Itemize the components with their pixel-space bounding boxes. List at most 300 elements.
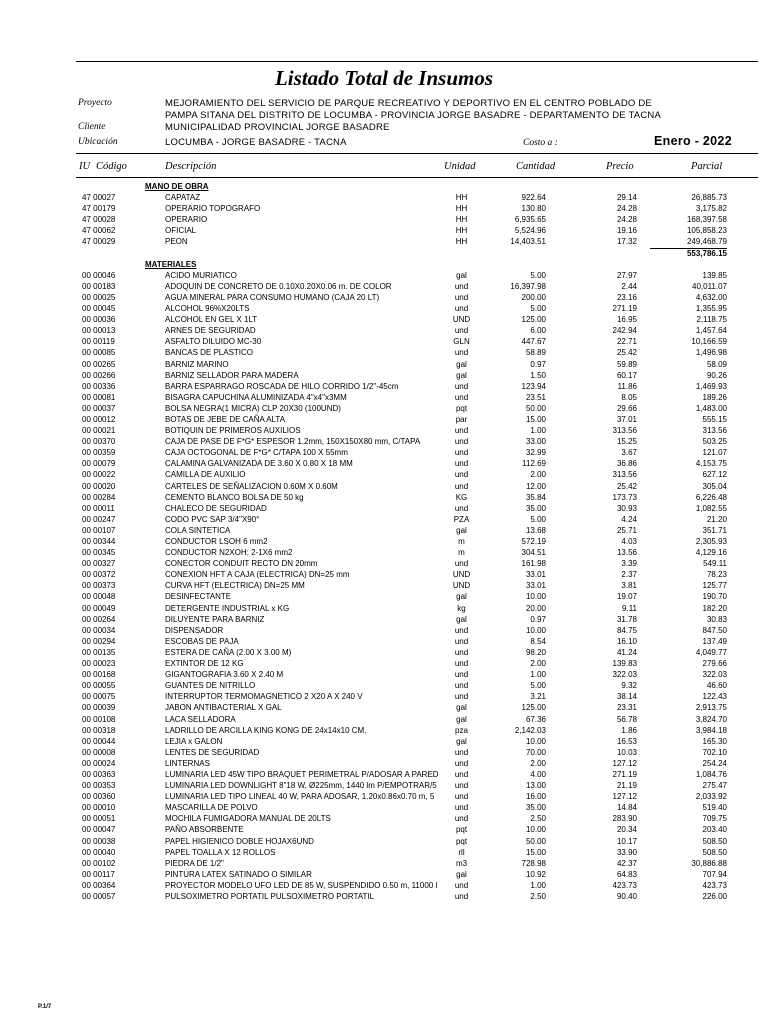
item-code: 47 00028: [82, 215, 116, 225]
top-rule: [76, 61, 758, 62]
item-quantity: 125.00: [521, 703, 546, 713]
table-row: [0, 691, 768, 702]
item-description: LINTERNAS: [165, 758, 210, 768]
item-price: 242.94: [612, 326, 637, 336]
item-description: PAPEL TOALLA X 12 ROLLOS: [165, 847, 276, 857]
item-price: 16.53: [616, 736, 637, 746]
table-row: [0, 392, 768, 403]
item-quantity: 35.00: [525, 503, 546, 513]
item-unit: und: [454, 348, 469, 358]
item-code: 00 00336: [82, 381, 116, 391]
item-code: 00 00135: [82, 647, 116, 657]
item-partial: 6,226.48: [695, 492, 727, 502]
item-price: 423.73: [612, 880, 637, 890]
item-code: 00 00359: [82, 448, 116, 458]
item-code: 00 00011: [82, 503, 115, 513]
item-quantity: 2.00: [530, 470, 546, 480]
item-quantity: 125.00: [521, 315, 546, 325]
item-description: PULSOXIMETRO PORTATIL PULSOXIMETRO PORTATIL: [165, 892, 375, 901]
col-precio: Precio: [606, 161, 634, 172]
item-partial: 423.73: [702, 880, 727, 890]
item-price: 313.56: [612, 470, 637, 480]
item-code: 00 00057: [82, 892, 116, 901]
item-price: 173.73: [612, 492, 637, 502]
table-row: [0, 758, 768, 769]
item-code: 00 00284: [82, 492, 116, 502]
item-description: BOTIQUIN DE PRIMEROS AUXILIOS: [165, 426, 301, 436]
item-price: 127.12: [612, 758, 637, 768]
item-partial: 322.03: [702, 670, 727, 680]
item-quantity: 10.00: [525, 592, 546, 602]
item-code: 00 00168: [82, 670, 116, 680]
table-row: [0, 281, 768, 292]
table-row: [0, 858, 768, 869]
item-code: 00 00363: [82, 769, 116, 779]
item-price: 16.10: [616, 636, 637, 646]
item-code: 00 00327: [82, 559, 116, 569]
table-row: [0, 880, 768, 891]
item-unit: pqt: [455, 825, 468, 835]
item-quantity: 20.00: [525, 603, 546, 613]
item-unit: HH: [455, 193, 468, 203]
item-code: 00 00364: [82, 880, 116, 890]
item-partial: 226.00: [702, 892, 727, 901]
item-quantity: 13.00: [525, 781, 546, 791]
document-title: Listado Total de Insumos: [274, 66, 494, 90]
item-price: 27.97: [616, 270, 637, 280]
item-price: 3.81: [621, 581, 637, 591]
item-price: 3.67: [621, 448, 637, 458]
table-row: [0, 525, 768, 536]
item-partial: 627.12: [702, 470, 727, 480]
table-row: [0, 314, 768, 325]
item-code: 00 00345: [82, 548, 116, 558]
item-quantity: 33.00: [525, 437, 546, 447]
item-partial: 203.40: [702, 825, 727, 835]
ubicacion-value: LOCUMBA - JORGE BASADRE - TACNA: [165, 137, 347, 148]
item-partial: 4,632.00: [695, 292, 727, 302]
item-unit: und: [454, 381, 469, 391]
item-unit: und: [454, 769, 469, 779]
item-description: CAJA OCTOGONAL DE F*G* C/TAPA 100 X 55mm: [165, 448, 348, 458]
item-description: CALAMINA GALVANIZADA DE 3.60 X 0.80 X 18 MM: [165, 459, 353, 469]
section-total: 553,786.15: [650, 248, 727, 259]
item-partial: 519.40: [702, 803, 727, 813]
item-partial: 1,084.76: [695, 769, 727, 779]
item-partial: 30.83: [706, 614, 727, 624]
item-unit: und: [454, 892, 469, 901]
item-code: 00 00012: [82, 414, 116, 424]
item-description: GIGANTOGRAFIA 3.60 X 2.40 M: [165, 670, 284, 680]
item-partial: 2,913.75: [695, 703, 727, 713]
item-partial: 165.30: [702, 736, 727, 746]
item-quantity: 8.54: [530, 636, 546, 646]
item-partial: 4,129.16: [695, 548, 727, 558]
item-price: 23.31: [616, 703, 637, 713]
item-code: 00 00085: [82, 348, 116, 358]
item-description: ESTERA DE CAÑA (2.00 X 3.00 M): [165, 647, 292, 657]
item-description: LUMINARIA LED DOWNLIGHT 8"18 W, Ø225mm, 1440 lm P/EMPOTRAR/5: [165, 781, 437, 791]
item-price: 22.71: [616, 337, 637, 347]
table-row: [0, 836, 768, 847]
table-row: [0, 669, 768, 680]
item-description: DETERGENTE INDUSTRIAL x KG: [165, 603, 290, 613]
item-partial: 121.07: [702, 448, 727, 458]
item-unit: und: [454, 814, 469, 824]
item-quantity: 161.98: [521, 559, 546, 569]
item-description: CONEXION HFT A CAJA (ELECTRICA) DN=25 mm: [165, 570, 350, 580]
item-code: 00 00044: [82, 736, 116, 746]
table-row: [0, 303, 768, 314]
item-partial: 189.26: [702, 392, 727, 402]
header-rule-top: [76, 153, 758, 154]
item-description: LACA SELLADORA: [165, 714, 236, 724]
item-unit: pza: [455, 725, 468, 735]
item-partial: 313.56: [702, 426, 727, 436]
item-description: BARNIZ SELLADOR PARA MADERA: [165, 370, 299, 380]
cliente-label: Cliente: [78, 122, 106, 132]
table-row: [0, 203, 768, 214]
item-description: CONDUCTOR LSOH 6 mm2: [165, 537, 268, 546]
item-description: CODO PVC SAP 3/4"X90°: [165, 514, 260, 524]
ubicacion-label: Ubicación: [78, 137, 118, 147]
item-quantity: 200.00: [521, 292, 546, 302]
item-price: 60.17: [616, 370, 637, 380]
item-quantity: 70.00: [525, 747, 546, 757]
table-row: [0, 658, 768, 669]
item-price: 37.01: [616, 414, 637, 424]
item-partial: 30,886.88: [691, 858, 727, 868]
item-code: 00 00081: [82, 392, 116, 402]
item-partial: 139.85: [702, 270, 727, 280]
table-row: [0, 536, 768, 547]
item-description: PIEDRA DE 1/2": [165, 858, 224, 868]
item-code: 47 00029: [82, 237, 116, 247]
col-cantidad: Cantidad: [516, 161, 556, 172]
item-description: CHALECO DE SEGURIDAD: [165, 503, 267, 513]
item-partial: 46.60: [706, 681, 727, 691]
item-price: 4.03: [621, 537, 637, 546]
col-codigo: Código: [96, 161, 127, 172]
item-description: BOLSA NEGRA(1 MICRA) CLP 20X30 (100UND): [165, 403, 341, 413]
item-quantity: 58.89: [525, 348, 546, 358]
item-price: 127.12: [612, 792, 637, 802]
item-unit: und: [454, 470, 469, 480]
item-code: 00 00353: [82, 781, 116, 791]
item-unit: gal: [456, 592, 467, 602]
col-unidad: Unidad: [444, 161, 476, 172]
item-description: PINTURA LATEX SATINADO O SIMILAR: [165, 869, 312, 879]
item-quantity: 3.21: [530, 692, 546, 702]
item-unit: HH: [455, 204, 468, 214]
table-row: [0, 647, 768, 658]
table-row: [0, 558, 768, 569]
items-table: [0, 181, 768, 902]
item-description: ACIDO MURIATICO: [165, 270, 237, 280]
table-row: [0, 270, 768, 281]
item-quantity: 35.84: [525, 492, 546, 502]
item-unit: pqt: [455, 836, 468, 846]
item-quantity: 5.00: [530, 514, 546, 524]
item-quantity: 33.01: [525, 570, 546, 580]
item-quantity: 32.99: [525, 448, 546, 458]
item-description: PAPEL HIGIENICO DOBLE HOJAX6UND: [165, 836, 314, 846]
item-code: 00 00038: [82, 836, 116, 846]
item-partial: 168,397.58: [686, 215, 727, 225]
table-row: [0, 447, 768, 458]
item-code: 00 00102: [82, 858, 116, 868]
item-code: 00 00045: [82, 304, 116, 314]
item-description: ADOQUIN DE CONCRETO DE 0.10X0.20X0.06 m. DE COLOR: [165, 281, 392, 291]
item-code: 00 00266: [82, 370, 116, 380]
item-price: 19.16: [616, 226, 637, 236]
table-row: [0, 381, 768, 392]
item-price: 14.84: [616, 803, 637, 813]
table-row: [0, 403, 768, 414]
item-price: 11.86: [617, 381, 637, 391]
item-partial: 90.26: [706, 370, 727, 380]
item-code: 00 00360: [82, 792, 116, 802]
item-code: 00 00108: [82, 714, 116, 724]
item-partial: 279.66: [702, 659, 727, 669]
table-row: [0, 458, 768, 469]
table-row: [0, 736, 768, 747]
item-description: LUMINARIA LED TIPO LINEAL 40 W, PARA ADOSAR, 1.20x0.86x0.70 m, 5: [165, 792, 435, 802]
item-code: 00 00023: [82, 659, 116, 669]
item-code: 00 00344: [82, 537, 116, 546]
item-quantity: 447.67: [521, 337, 546, 347]
item-quantity: 2,142.03: [514, 725, 546, 735]
item-quantity: 1.00: [530, 880, 546, 890]
item-unit: und: [454, 758, 469, 768]
item-code: 00 00034: [82, 625, 116, 635]
item-unit: UND: [452, 581, 471, 591]
item-partial: 78.23: [706, 570, 727, 580]
item-partial: 508.50: [702, 847, 727, 857]
item-unit: und: [454, 481, 469, 491]
item-code: 00 00183: [82, 281, 116, 291]
item-partial: 26,885.73: [691, 193, 727, 203]
item-quantity: 12.00: [525, 481, 546, 491]
item-unit: und: [454, 880, 469, 890]
table-row: [0, 425, 768, 436]
item-unit: und: [454, 647, 469, 657]
item-unit: und: [454, 625, 469, 635]
item-description: GUANTES DE NITRILLO: [165, 681, 256, 691]
item-description: OPERARIO: [165, 215, 208, 225]
item-quantity: 5.00: [530, 304, 546, 314]
item-code: 00 00013: [82, 326, 116, 336]
item-unit: m: [458, 548, 465, 558]
item-partial: 847.50: [702, 625, 727, 635]
item-unit: und: [454, 426, 469, 436]
item-quantity: 0.97: [530, 614, 546, 624]
page-number: P.1/7: [38, 1004, 52, 1010]
item-quantity: 10.92: [525, 869, 546, 879]
item-price: 13.56: [616, 548, 637, 558]
item-partial: 2,118.75: [696, 315, 727, 325]
item-price: 59.89: [616, 359, 637, 369]
item-code: 00 00022: [82, 470, 116, 480]
table-row: [0, 492, 768, 503]
item-description: JABON ANTIBACTERIAL X GAL: [165, 703, 282, 713]
item-description: PROYECTOR MODELO UFO LED DE 85 W, SUSPENDIDO 0.50 m, 11000 l: [165, 880, 438, 890]
col-descripcion: Descripción: [165, 161, 217, 172]
item-partial: 351.71: [702, 525, 727, 535]
table-row: [0, 847, 768, 858]
item-description: ESCOBAS DE PAJA: [165, 636, 239, 646]
table-row: [0, 292, 768, 303]
item-code: 00 00039: [82, 703, 116, 713]
item-price: 3.39: [621, 559, 637, 569]
item-quantity: 2.00: [530, 758, 546, 768]
item-partial: 190.70: [702, 592, 727, 602]
table-row: [0, 769, 768, 780]
item-partial: 1,082.55: [695, 503, 727, 513]
col-iu: IU: [79, 161, 91, 172]
table-row: [0, 347, 768, 358]
item-quantity: 572.19: [521, 537, 546, 546]
item-quantity: 10.00: [525, 825, 546, 835]
table-row: [0, 514, 768, 525]
item-price: 25.71: [616, 525, 637, 535]
proyecto-line-1: MEJORAMIENTO DEL SERVICIO DE PARQUE RECREATIVO Y DEPORTIVO EN EL CENTRO POBLADO DE: [165, 98, 652, 109]
item-partial: 2,033.92: [695, 792, 727, 802]
item-unit: gal: [456, 525, 467, 535]
item-description: ARNES DE SEGURIDAD: [165, 326, 256, 336]
item-code: 00 00370: [82, 437, 116, 447]
item-code: 00 00117: [82, 869, 115, 879]
item-partial: 1,457.64: [695, 326, 727, 336]
item-quantity: 50.00: [525, 836, 546, 846]
item-unit: gal: [456, 614, 467, 624]
item-code: 00 00265: [82, 359, 116, 369]
item-partial: 503.25: [702, 437, 727, 447]
item-quantity: 5.00: [530, 270, 546, 280]
table-row: [0, 813, 768, 824]
table-row: [0, 725, 768, 736]
item-partial: 122.43: [702, 692, 727, 702]
item-quantity: 304.51: [521, 548, 546, 558]
item-price: 8.05: [621, 392, 637, 402]
item-unit: und: [454, 659, 469, 669]
table-row: [0, 869, 768, 880]
table-row: [0, 591, 768, 602]
item-partial: 4,049.77: [695, 647, 727, 657]
item-quantity: 1.00: [530, 670, 546, 680]
item-partial: 707.94: [702, 869, 727, 879]
item-price: 15.25: [616, 437, 637, 447]
item-price: 10.17: [616, 836, 637, 846]
item-description: CARTELES DE SEÑALIZACION 0.60M X 0.60M: [165, 481, 338, 491]
item-description: DESINFECTANTE: [165, 592, 232, 602]
item-price: 64.83: [616, 869, 637, 879]
item-code: 00 00373: [82, 581, 116, 591]
item-partial: 1,483.00: [695, 403, 727, 413]
item-code: 00 00047: [82, 825, 116, 835]
item-unit: und: [454, 781, 469, 791]
item-price: 31.78: [616, 614, 637, 624]
item-price: 33.90: [616, 847, 637, 857]
item-unit: und: [454, 803, 469, 813]
item-partial: 105,858.23: [686, 226, 727, 236]
item-description: CAPATAZ: [165, 193, 201, 203]
item-price: 4.24: [621, 514, 637, 524]
item-unit: und: [454, 459, 469, 469]
item-price: 2.37: [621, 570, 637, 580]
item-code: 00 00010: [82, 803, 116, 813]
item-price: 29.14: [616, 193, 637, 203]
table-row: [0, 236, 768, 247]
item-partial: 555.15: [702, 414, 727, 424]
item-price: 23.16: [616, 292, 637, 302]
table-row: [0, 614, 768, 625]
item-price: 41.24: [616, 647, 637, 657]
item-unit: gal: [456, 714, 467, 724]
item-price: 24.28: [616, 204, 637, 214]
item-unit: KG: [455, 492, 468, 502]
item-price: 21.19: [616, 781, 637, 791]
item-price: 16.95: [616, 315, 637, 325]
table-row: [0, 625, 768, 636]
item-code: 00 00049: [82, 603, 116, 613]
item-description: COLA SINTETICA: [165, 525, 231, 535]
table-row: [0, 503, 768, 514]
item-unit: UND: [452, 570, 471, 580]
item-code: 47 00027: [82, 193, 116, 203]
section-header: [0, 259, 768, 270]
item-price: 271.19: [612, 769, 637, 779]
table-row: [0, 747, 768, 758]
item-unit: und: [454, 636, 469, 646]
section-title: MATERIALES: [145, 259, 197, 269]
header-rule-bottom: [76, 177, 758, 178]
item-price: 17.32: [616, 237, 637, 247]
item-partial: 3,984.18: [695, 725, 727, 735]
item-price: 24.28: [616, 215, 637, 225]
item-description: LUMINARIA LED 45W TIPO BRAQUET PERIMETRAL P/ADOSAR A PARED: [165, 769, 439, 779]
table-row: [0, 436, 768, 447]
item-code: 00 00318: [82, 725, 116, 735]
item-code: 00 00048: [82, 592, 116, 602]
item-description: INTERRUPTOR TERMOMAGNETICO 2 X20 A X 240 V: [165, 692, 363, 702]
item-code: 00 00119: [82, 337, 115, 347]
item-unit: UND: [452, 315, 471, 325]
table-row: [0, 225, 768, 236]
item-partial: 58.09: [706, 359, 727, 369]
table-row: [0, 336, 768, 347]
item-quantity: 10.00: [525, 736, 546, 746]
table-row: [0, 802, 768, 813]
item-code: 00 00040: [82, 847, 116, 857]
item-description: ALCOHOL 96%X20LTS: [165, 304, 250, 314]
cliente-value: MUNICIPALIDAD PROVINCIAL JORGE BASADRE: [165, 122, 390, 133]
item-unit: und: [454, 304, 469, 314]
item-description: BARNIZ MARINO: [165, 359, 229, 369]
item-description: LADRILLO DE ARCILLA KING KONG DE 24x14x10 CM.: [165, 725, 367, 735]
item-price: 90.40: [616, 892, 637, 901]
item-code: 00 00008: [82, 747, 116, 757]
item-code: 00 00021: [82, 426, 116, 436]
item-price: 283.90: [612, 814, 637, 824]
item-partial: 40,011.07: [692, 281, 727, 291]
item-unit: und: [454, 503, 469, 513]
item-price: 25.42: [616, 481, 637, 491]
item-unit: und: [454, 792, 469, 802]
item-unit: und: [454, 747, 469, 757]
item-quantity: 14,403.51: [510, 237, 546, 247]
item-price: 2.44: [621, 281, 637, 291]
